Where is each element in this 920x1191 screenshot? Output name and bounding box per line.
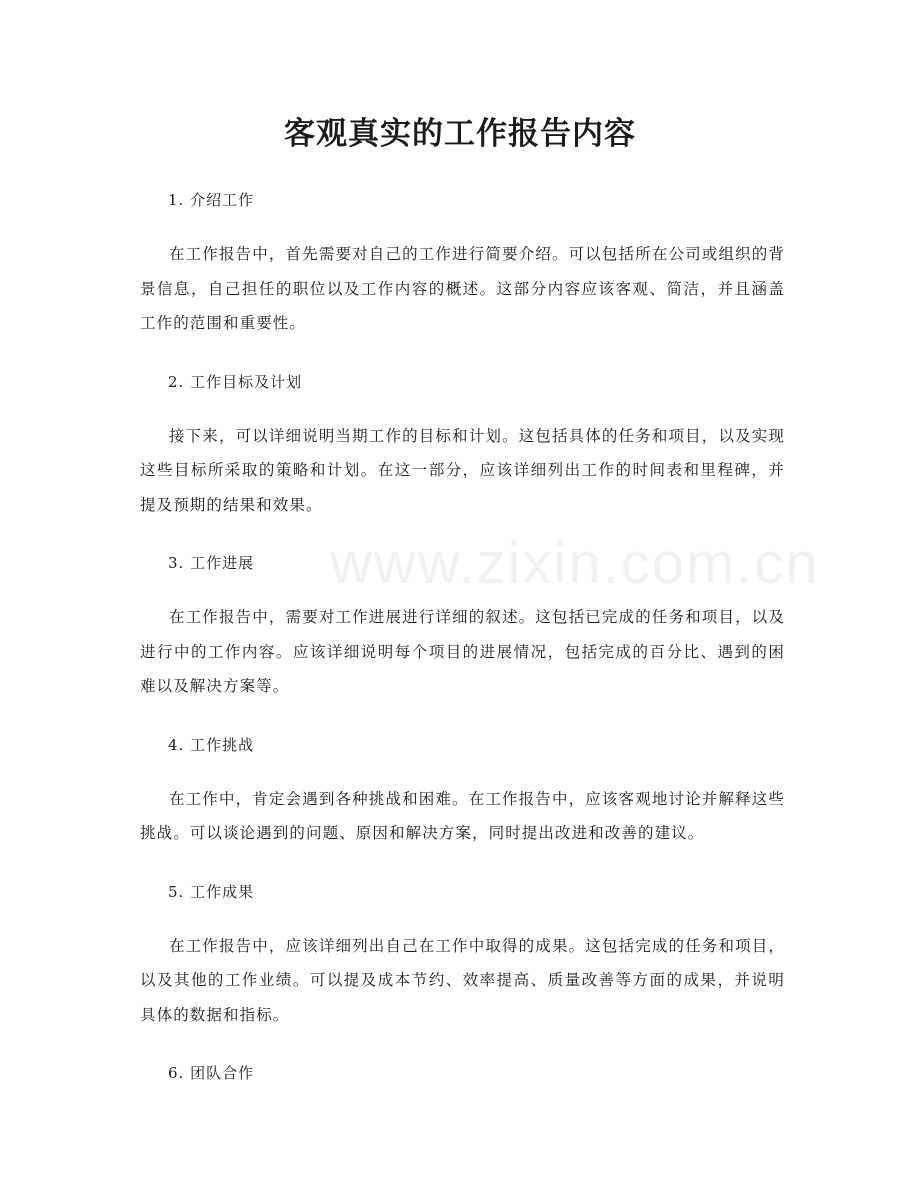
document-title: 客观真实的工作报告内容 bbox=[284, 116, 636, 152]
section-paragraph: 在工作报告中，应该详细列出自己在工作中取得的成果。这包括完成的任务和项目，以及其他的工作业绩。可以提及成本节约、效率提高、质量改善等方面的成果，并说明具体的数据和指标。 bbox=[140, 936, 785, 1024]
section-paragraph: 接下来，可以详细说明当期工作的目标和计划。这包括具体的任务和项目，以及实现这些目标所采取的策略和计划。在这一部分，应该详细列出工作的时间表和里程碑，并提及预期的结果和效果。 bbox=[140, 426, 785, 514]
section-heading: 5. 工作成果 bbox=[168, 882, 255, 901]
section-challenges bbox=[140, 731, 785, 851]
section-heading: 3. 工作进展 bbox=[168, 554, 255, 572]
section-heading: 1. 介绍工作 bbox=[168, 191, 255, 209]
section-goals-plan bbox=[140, 368, 785, 523]
watermark: www.zixin.com.cn bbox=[330, 531, 820, 596]
section-progress bbox=[140, 549, 785, 704]
section-heading: 2. 工作目标及计划 bbox=[168, 372, 303, 391]
section-heading: 6. 团队合作 bbox=[168, 1064, 255, 1082]
document-content bbox=[140, 186, 820, 1087]
section-teamwork bbox=[140, 1059, 785, 1087]
section-paragraph: 在工作中，肯定会遇到各种挑战和困难。在工作报告中，应该客观地讨论并解释这些挑战。可以谈论遇到的问题、原因和解决方案，同时提出改进和改善的建议。 bbox=[140, 789, 785, 842]
section-paragraph: 在工作报告中，需要对工作进展进行详细的叙述。这包括已完成的任务和项目，以及进行中的工作内容。应该详细说明每个项目的进展情况，包括完成的百分比、遇到的困难以及解决方案等。 bbox=[140, 608, 785, 695]
section-intro bbox=[140, 186, 785, 341]
section-heading: 4. 工作挑战 bbox=[168, 735, 255, 754]
section-paragraph: 在工作报告中，首先需要对自己的工作进行简要介绍。可以包括所在公司或组织的背景信息，自己担任的职位以及工作内容的概述。这部分内容应该客观、简洁，并且涵盖工作的范围和重要性。 bbox=[140, 245, 785, 332]
section-results bbox=[140, 878, 785, 1033]
